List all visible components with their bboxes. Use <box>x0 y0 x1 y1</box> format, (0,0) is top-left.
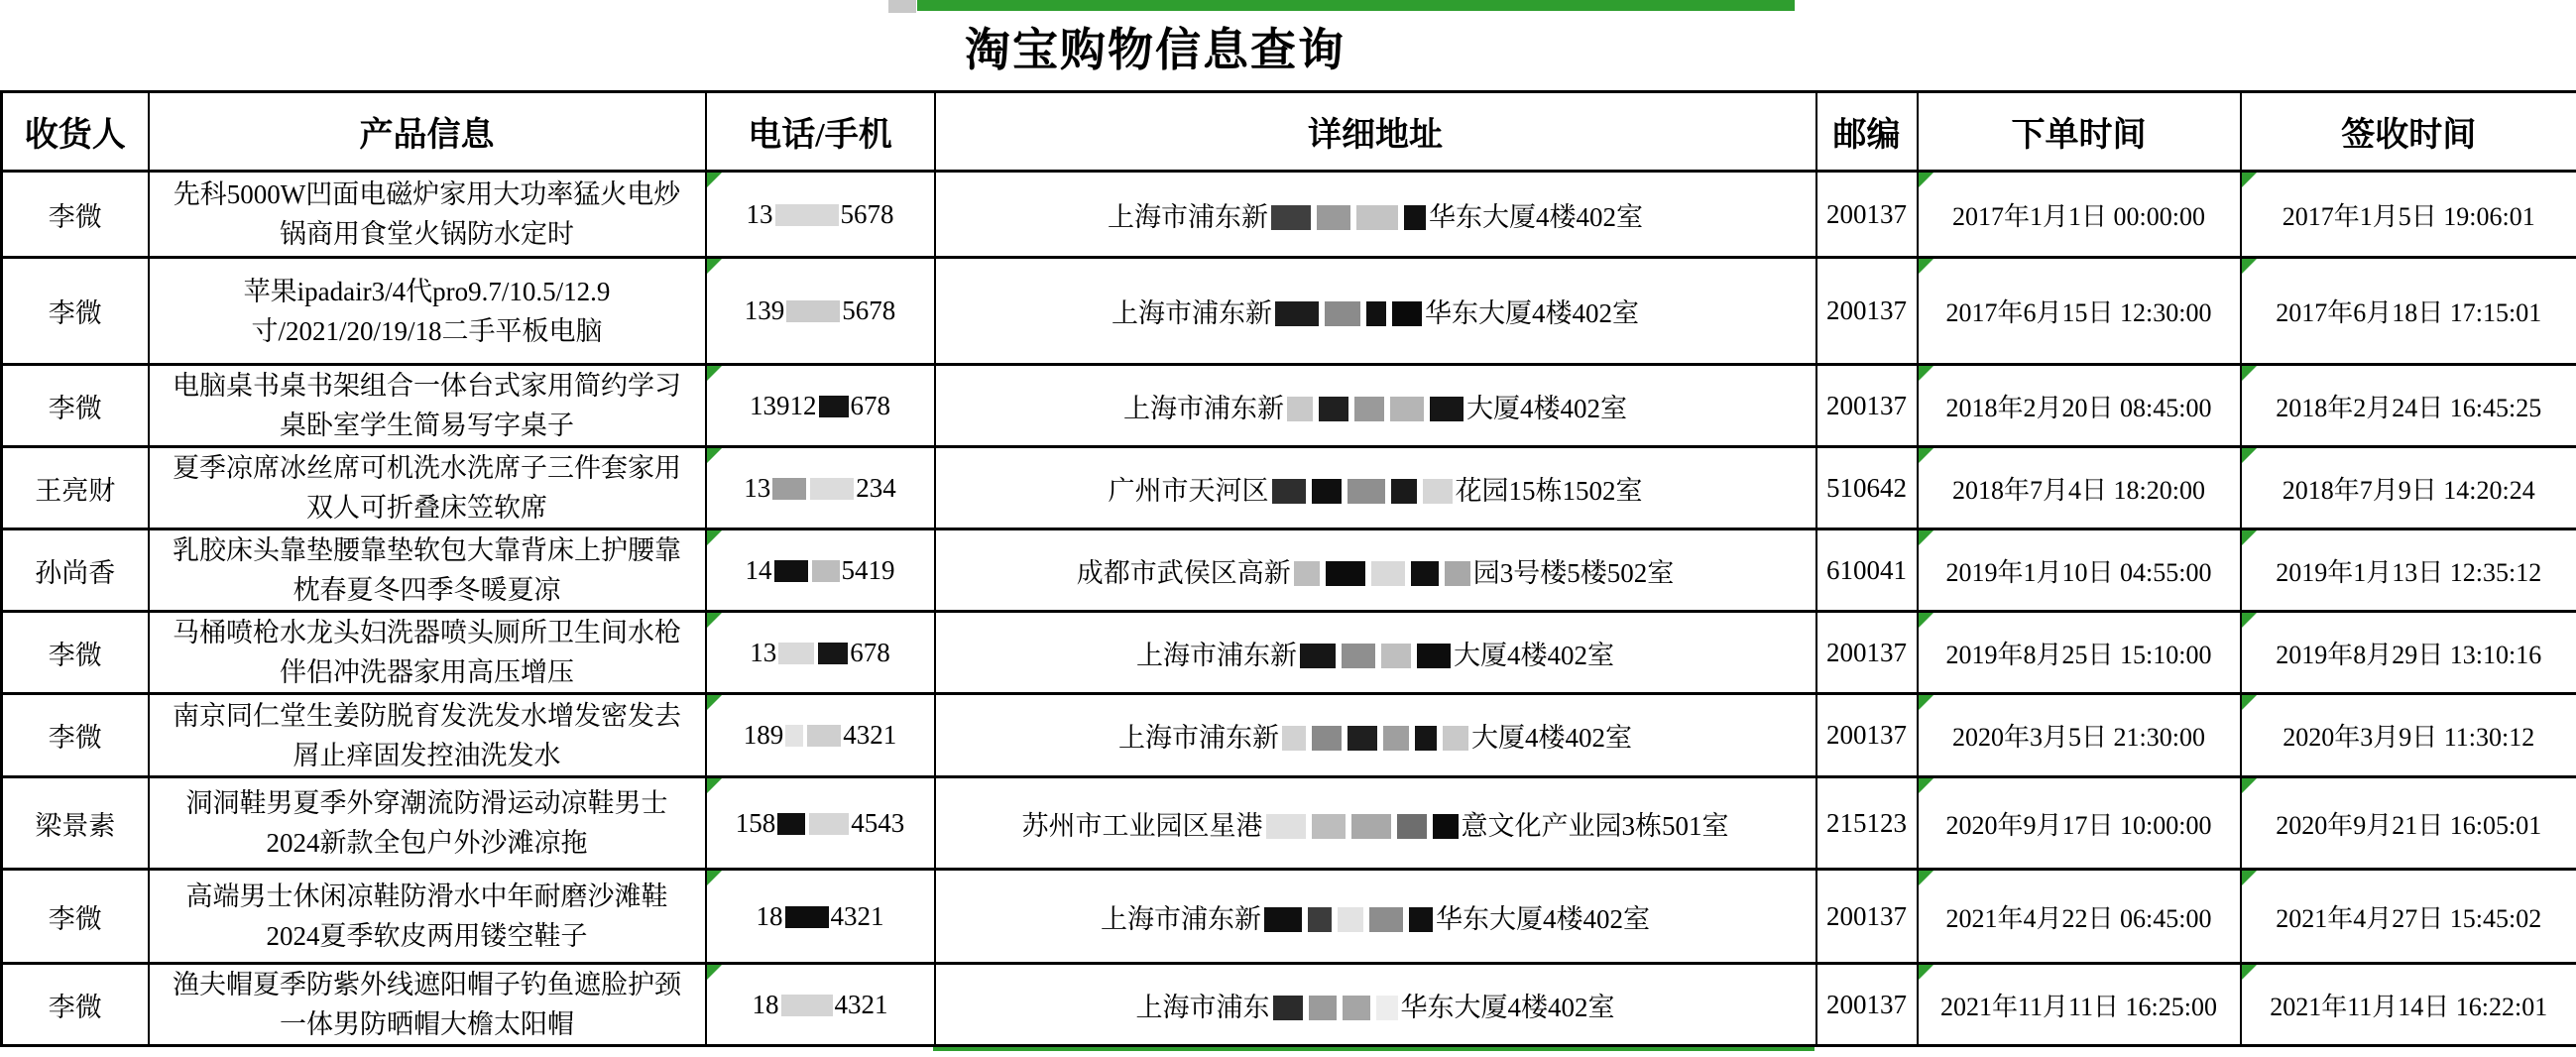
table-row <box>2 964 2576 1046</box>
redaction-block <box>785 906 829 928</box>
green-corner-flag-icon <box>2242 530 2257 545</box>
cell-order-time[interactable] <box>1918 777 2241 870</box>
redaction-block <box>1338 907 1363 932</box>
order-time-value: 2018年2月20日 08:45:00 <box>1945 393 2212 422</box>
redaction-block <box>1309 996 1337 1020</box>
header-row <box>2 92 2576 172</box>
green-corner-flag-icon <box>707 965 722 980</box>
green-corner-flag-icon <box>1919 366 1933 381</box>
table-row <box>2 529 2576 612</box>
redaction-block <box>1356 205 1398 230</box>
cell-product[interactable]: 夏季凉席冰丝席可机洗水洗席子三件套家用双人可折叠床笠软席 <box>149 447 706 529</box>
address-value: 上海市浦东新 大厦4楼402室 <box>1136 640 1614 670</box>
redaction-block <box>1433 814 1459 839</box>
phone-value: 18 4321 <box>752 989 888 1019</box>
cell-product[interactable]: 洞洞鞋男夏季外穿潮流防滑运动凉鞋男士2024新款全包户外沙滩凉拖 <box>149 777 706 870</box>
green-corner-flag-icon <box>1919 173 1933 187</box>
redaction-block <box>1411 561 1439 586</box>
redaction-block <box>1417 644 1451 668</box>
cell-phone[interactable] <box>706 172 935 258</box>
cell-product[interactable]: 先科5000W凹面电磁炉家用大功率猛火电炒锅商用食堂火锅防水定时 <box>149 172 706 258</box>
redaction-block <box>1325 301 1360 326</box>
cell-sign-time[interactable] <box>2241 447 2576 529</box>
cell-zip[interactable]: 200137 <box>1816 870 1918 964</box>
page-title: 淘宝购物信息查询 <box>965 25 1346 75</box>
green-corner-flag-icon <box>707 366 722 381</box>
redaction-block <box>812 560 840 582</box>
redaction-block <box>1273 996 1303 1020</box>
green-corner-flag-icon <box>707 448 722 463</box>
cell-address[interactable] <box>935 365 1816 447</box>
cell-order-time[interactable] <box>1918 365 2241 447</box>
order-time-value: 2020年3月5日 21:30:00 <box>1952 723 2205 752</box>
green-corner-flag-icon <box>1919 259 1933 274</box>
order-time-value: 2021年11月11日 16:25:00 <box>1939 992 2218 1021</box>
cell-product[interactable]: 渔夫帽夏季防紫外线遮阳帽子钓鱼遮脸护颈一体男防晒帽大檐太阳帽 <box>149 964 706 1046</box>
cell-order-time[interactable] <box>1918 258 2241 365</box>
green-corner-flag-icon <box>2242 448 2257 463</box>
cell-product[interactable]: 南京同仁堂生姜防脱育发洗发水增发密发去屑止痒固发控油洗发水 <box>149 694 706 777</box>
redaction-block <box>1376 996 1398 1020</box>
green-corner-flag-icon <box>1919 613 1933 628</box>
cell-address[interactable] <box>935 529 1816 612</box>
sign-time-value: 2018年2月24日 16:45:25 <box>2276 393 2542 422</box>
redaction-block <box>1351 814 1391 839</box>
address-value: 上海市浦东新 大厦4楼402室 <box>1118 723 1632 753</box>
redaction-block <box>818 643 848 664</box>
green-corner-flag-icon <box>1919 965 1933 980</box>
column-header-product[interactable]: 产品信息 <box>149 92 706 172</box>
redaction-block <box>1282 726 1306 751</box>
cell-sign-time[interactable] <box>2241 172 2576 258</box>
sign-time-value: 2021年4月27日 15:45:02 <box>2276 903 2542 933</box>
address-value: 上海市浦东新 华东大厦4楼402室 <box>1108 201 1643 232</box>
cell-phone[interactable] <box>706 964 935 1046</box>
cell-zip[interactable]: 200137 <box>1816 612 1918 694</box>
purchase-info-table <box>0 90 2576 1047</box>
phone-value: 18 4321 <box>756 900 884 931</box>
green-corner-flag-icon <box>707 778 722 793</box>
cell-zip[interactable]: 610041 <box>1816 529 1918 612</box>
order-time-value: 2018年7月4日 18:20:00 <box>1952 475 2205 505</box>
phone-value: 14 5419 <box>745 554 895 585</box>
redaction-block <box>785 725 803 747</box>
cell-address[interactable] <box>935 870 1816 964</box>
address-value: 上海市浦东新 华东大厦4楼402室 <box>1101 903 1650 934</box>
cell-recipient[interactable]: 李微 <box>2 612 149 694</box>
table-row <box>2 694 2576 777</box>
redaction-block <box>1347 726 1377 751</box>
redaction-block <box>1409 907 1433 932</box>
redaction-block <box>1294 561 1320 586</box>
redaction-block <box>1317 205 1350 230</box>
address-value: 上海市浦东新 大厦4楼402室 <box>1123 393 1627 423</box>
address-value: 上海市浦东 华东大厦4楼402室 <box>1135 992 1615 1022</box>
redaction-block <box>809 813 849 835</box>
column-header-order-time[interactable]: 下单时间 <box>1918 92 2241 172</box>
sign-time-value: 2019年8月29日 13:10:16 <box>2276 640 2542 669</box>
column-header-zip[interactable]: 邮编 <box>1816 92 1918 172</box>
cell-sign-time[interactable] <box>2241 777 2576 870</box>
redaction-block <box>1391 479 1417 504</box>
table-row <box>2 365 2576 447</box>
green-corner-flag-icon <box>1919 448 1933 463</box>
address-value: 苏州市工业园区星港 意文化产业园3栋501室 <box>1021 810 1729 841</box>
redaction-block <box>774 560 808 582</box>
green-corner-flag-icon <box>2242 778 2257 793</box>
cell-recipient[interactable]: 李微 <box>2 258 149 365</box>
green-corner-flag-icon <box>2242 695 2257 710</box>
cell-address[interactable] <box>935 172 1816 258</box>
redaction-block <box>1312 726 1342 751</box>
redaction-block <box>1371 561 1405 586</box>
green-corner-flag-icon <box>2242 871 2257 885</box>
cell-recipient[interactable]: 李微 <box>2 172 149 258</box>
cell-address[interactable] <box>935 964 1816 1046</box>
order-time-value: 2017年6月15日 12:30:00 <box>1945 298 2212 327</box>
green-corner-flag-icon <box>707 871 722 885</box>
redaction-block <box>1366 301 1386 326</box>
redaction-block <box>1319 397 1348 421</box>
phone-value: 13912 678 <box>750 390 890 420</box>
redaction-block <box>807 725 841 747</box>
cell-phone[interactable] <box>706 777 935 870</box>
redaction-block <box>1287 397 1313 421</box>
cell-zip[interactable]: 200137 <box>1816 694 1918 777</box>
green-corner-flag-icon <box>707 173 722 187</box>
cell-recipient[interactable]: 李微 <box>2 694 149 777</box>
cell-address[interactable] <box>935 694 1816 777</box>
green-corner-flag-icon <box>2242 613 2257 628</box>
green-corner-flag-icon <box>707 695 722 710</box>
order-time-value: 2021年4月22日 06:45:00 <box>1945 903 2212 933</box>
cell-zip[interactable]: 200137 <box>1816 365 1918 447</box>
phone-value: 139 5678 <box>744 295 896 325</box>
cell-phone[interactable] <box>706 447 935 529</box>
cell-zip[interactable]: 510642 <box>1816 447 1918 529</box>
green-corner-flag-icon <box>1919 778 1933 793</box>
cell-order-time[interactable] <box>1918 964 2241 1046</box>
phone-value: 13 234 <box>744 472 896 503</box>
redaction-block <box>1415 726 1437 751</box>
table-row <box>2 777 2576 870</box>
sign-time-value: 2017年6月18日 17:15:01 <box>2276 298 2542 327</box>
order-time-value: 2019年8月25日 15:10:00 <box>1945 640 2212 669</box>
redaction-block <box>1381 644 1411 668</box>
table-row <box>2 172 2576 258</box>
selection-highlight-top <box>917 0 1795 11</box>
redaction-block <box>1423 479 1453 504</box>
column-header-recipient[interactable]: 收货人 <box>2 92 149 172</box>
order-time-value: 2017年1月1日 00:00:00 <box>1952 201 2205 231</box>
green-corner-flag-icon <box>1919 695 1933 710</box>
sign-time-value: 2018年7月9日 14:20:24 <box>2282 475 2535 505</box>
cell-product[interactable]: 电脑桌书桌书架组合一体台式家用简约学习桌卧室学生简易写字桌子 <box>149 365 706 447</box>
cell-zip[interactable]: 215123 <box>1816 777 1918 870</box>
table-row <box>2 612 2576 694</box>
redaction-block <box>1445 561 1470 586</box>
phone-value: 158 4543 <box>735 807 905 838</box>
cell-sign-time[interactable] <box>2241 870 2576 964</box>
cell-order-time[interactable] <box>1918 612 2241 694</box>
redaction-block <box>1430 397 1464 421</box>
cell-order-time[interactable] <box>1918 172 2241 258</box>
green-corner-flag-icon <box>1919 530 1933 545</box>
phone-value: 189 4321 <box>743 720 897 750</box>
redaction-block <box>1390 397 1424 421</box>
redaction-block <box>1354 397 1384 421</box>
cell-recipient[interactable]: 梁景素 <box>2 777 149 870</box>
green-corner-flag-icon <box>707 613 722 628</box>
redaction-block <box>1347 479 1385 504</box>
column-header-sign-time[interactable]: 签收时间 <box>2241 92 2576 172</box>
cell-product[interactable]: 马桶喷枪水龙头妇洗器喷头厕所卫生间水枪伴侣冲洗器家用高压增压 <box>149 612 706 694</box>
cell-recipient[interactable]: 李微 <box>2 964 149 1046</box>
cell-sign-time[interactable] <box>2241 365 2576 447</box>
green-corner-flag-icon <box>707 259 722 274</box>
redaction-block <box>1383 726 1409 751</box>
cell-order-time[interactable] <box>1918 870 2241 964</box>
green-corner-flag-icon <box>2242 965 2257 980</box>
sign-time-value: 2021年11月14日 16:22:01 <box>2270 992 2548 1021</box>
redaction-block <box>1343 996 1370 1020</box>
redaction-block <box>1326 561 1365 586</box>
cell-sign-time[interactable] <box>2241 964 2576 1046</box>
green-corner-flag-icon <box>707 530 722 545</box>
column-header-phone[interactable]: 电话/手机 <box>706 92 935 172</box>
column-header-address[interactable]: 详细地址 <box>935 92 1816 172</box>
redaction-block <box>1312 814 1346 839</box>
green-corner-flag-icon <box>2242 259 2257 274</box>
cell-recipient[interactable]: 王亮财 <box>2 447 149 529</box>
address-value: 成都市武侯区高新 园3号楼5楼502室 <box>1076 557 1675 588</box>
cell-order-time[interactable] <box>1918 694 2241 777</box>
gray-corner-box <box>888 0 916 13</box>
redaction-block <box>1369 907 1403 932</box>
redaction-block <box>778 643 814 664</box>
sign-time-value: 2020年3月9日 11:30:12 <box>2283 723 2535 752</box>
redaction-block <box>1271 205 1311 230</box>
cell-phone[interactable] <box>706 870 935 964</box>
redaction-block <box>775 204 839 226</box>
cell-sign-time[interactable] <box>2241 694 2576 777</box>
cell-phone[interactable] <box>706 258 935 365</box>
cell-sign-time[interactable] <box>2241 612 2576 694</box>
redaction-block <box>1266 814 1306 839</box>
sign-time-value: 2019年1月13日 12:35:12 <box>2276 557 2542 587</box>
cell-address[interactable] <box>935 612 1816 694</box>
cell-phone[interactable] <box>706 529 935 612</box>
cell-product[interactable]: 高端男士休闲凉鞋防滑水中年耐磨沙滩鞋2024夏季软皮两用镂空鞋子 <box>149 870 706 964</box>
redaction-block <box>1275 301 1319 326</box>
redaction-block <box>1392 301 1422 326</box>
order-time-value: 2020年9月17日 10:00:00 <box>1945 810 2212 840</box>
cell-zip[interactable]: 200137 <box>1816 172 1918 258</box>
cell-address[interactable] <box>935 447 1816 529</box>
redaction-block <box>772 478 806 500</box>
table-row <box>2 870 2576 964</box>
redaction-block <box>1264 907 1302 932</box>
cell-recipient[interactable]: 李微 <box>2 365 149 447</box>
redaction-block <box>777 813 805 835</box>
phone-value: 13 5678 <box>746 198 894 229</box>
table-row <box>2 447 2576 529</box>
redaction-block <box>1272 479 1306 504</box>
cell-phone[interactable] <box>706 365 935 447</box>
address-value: 广州市天河区 花园15栋1502室 <box>1108 475 1643 506</box>
sign-time-value: 2017年1月5日 19:06:01 <box>2282 201 2535 231</box>
redaction-block <box>1404 205 1426 230</box>
redaction-block <box>1300 644 1336 668</box>
green-corner-flag-icon <box>1919 871 1933 885</box>
cell-zip[interactable]: 200137 <box>1816 964 1918 1046</box>
phone-value: 13 678 <box>750 637 890 667</box>
cell-recipient[interactable]: 李微 <box>2 870 149 964</box>
cell-address[interactable] <box>935 258 1816 365</box>
redaction-block <box>781 995 833 1016</box>
cell-sign-time[interactable] <box>2241 258 2576 365</box>
cell-address[interactable] <box>935 777 1816 870</box>
address-value: 上海市浦东新 华东大厦4楼402室 <box>1112 298 1639 328</box>
cell-zip[interactable]: 200137 <box>1816 258 1918 365</box>
redaction-block <box>1397 814 1427 839</box>
redaction-block <box>1308 907 1332 932</box>
order-time-value: 2019年1月10日 04:55:00 <box>1945 557 2212 587</box>
cell-product[interactable]: 乳胶床头靠垫腰靠垫软包大靠背床上护腰靠枕春夏冬四季冬暖夏凉 <box>149 529 706 612</box>
cell-product[interactable]: 苹果ipadair3/4代pro9.7/10.5/12.9寸/2021/20/19/18二手平板电脑 <box>149 258 706 365</box>
sign-time-value: 2020年9月21日 16:05:01 <box>2276 810 2542 840</box>
cell-sign-time[interactable] <box>2241 529 2576 612</box>
cell-phone[interactable] <box>706 612 935 694</box>
table-row <box>2 258 2576 365</box>
redaction-block <box>1342 644 1375 668</box>
cell-order-time[interactable] <box>1918 447 2241 529</box>
redaction-block <box>810 478 854 500</box>
redaction-block <box>819 396 849 417</box>
redaction-block <box>1312 479 1342 504</box>
cell-phone[interactable] <box>706 694 935 777</box>
green-corner-flag-icon <box>2242 366 2257 381</box>
cell-order-time[interactable] <box>1918 529 2241 612</box>
redaction-block <box>1443 726 1468 751</box>
green-corner-flag-icon <box>2242 173 2257 187</box>
redaction-block <box>786 300 840 322</box>
cell-recipient[interactable]: 孙尚香 <box>2 529 149 612</box>
